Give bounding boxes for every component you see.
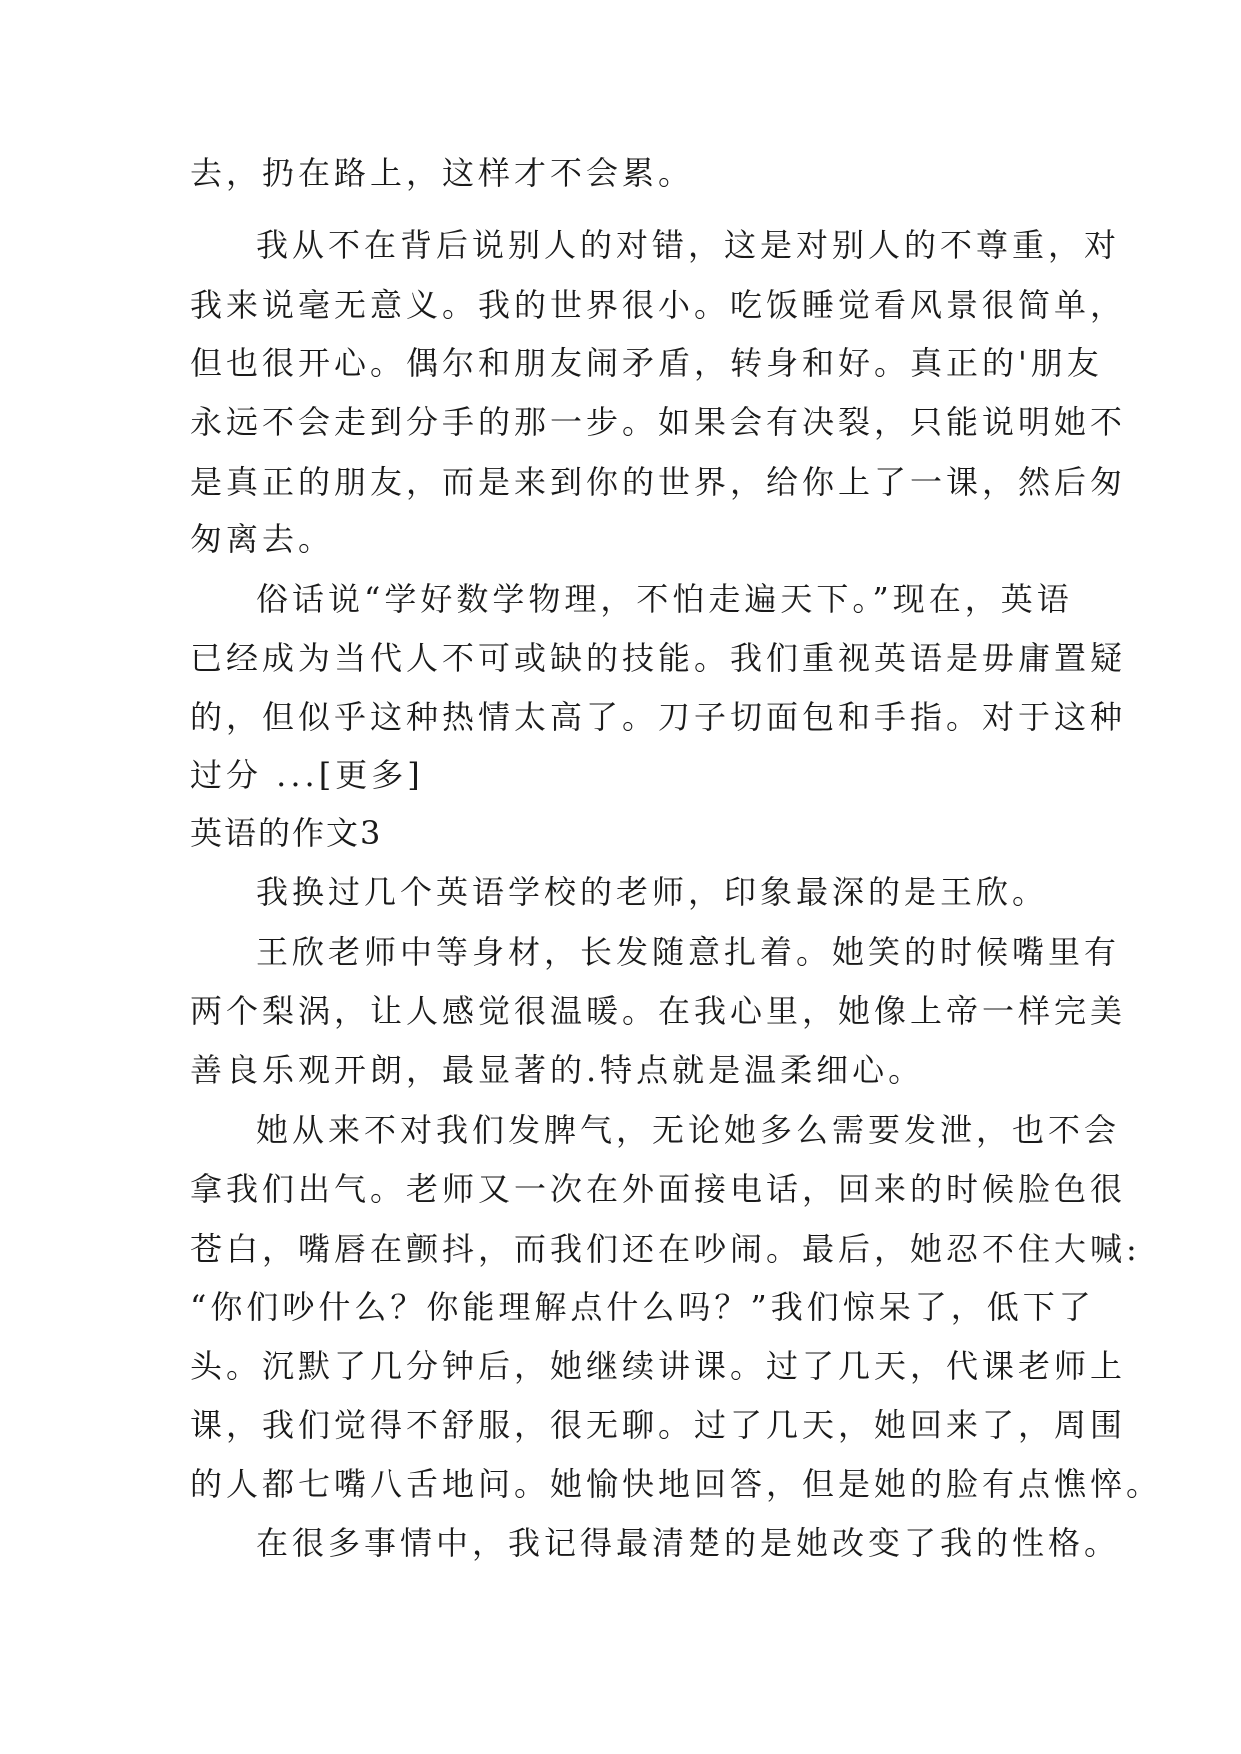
truncated-text: 过分 ... bbox=[190, 756, 319, 794]
paragraph-line: 俗话说“学好数学物理，不怕走遍天下。”现在，英语 bbox=[256, 580, 1073, 618]
paragraph-line: 已经成为当代人不可或缺的技能。我们重视英语是毋庸置疑 bbox=[190, 639, 1127, 677]
truncated-line bbox=[190, 755, 424, 795]
section-heading: 英语的作文3 bbox=[190, 814, 383, 852]
paragraph-line: 永远不会走到分手的那一步。如果会有决裂，只能说明她不 bbox=[190, 403, 1127, 441]
paragraph-line: 善良乐观开朗，最显著的.特点就是温柔细心。 bbox=[190, 1051, 925, 1089]
paragraph-line: 我换过几个英语学校的老师，印象最深的是王欣。 bbox=[256, 873, 1049, 911]
paragraph-line: 苍白，嘴唇在颤抖，而我们还在吵闹。最后，她忍不住大喊: bbox=[190, 1230, 1141, 1268]
paragraph-line: 匆离去。 bbox=[190, 520, 335, 558]
paragraph-line: 去，扔在路上，这样才不会累。 bbox=[190, 154, 695, 192]
paragraph-line: “你们吵什么？你能理解点什么吗？”我们惊呆了，低下了 bbox=[190, 1288, 1095, 1326]
paragraph-line: 我从不在背后说别人的对错，这是对别人的不尊重，对 bbox=[256, 226, 1121, 264]
paragraph-line: 的人都七嘴八舌地问。她愉快地回答，但是她的脸有点憔悴。 bbox=[190, 1465, 1163, 1503]
paragraph-line: 头。沉默了几分钟后，她继续讲课。过了几天，代课老师上 bbox=[190, 1347, 1127, 1385]
paragraph-line: 王欣老师中等身材，长发随意扎着。她笑的时候嘴里有 bbox=[256, 933, 1121, 971]
paragraph-line: 但也很开心。偶尔和朋友闹矛盾，转身和好。真正的'朋友 bbox=[190, 344, 1103, 382]
paragraph-line: 课，我们觉得不舒服，很无聊。过了几天，她回来了，周围 bbox=[190, 1406, 1127, 1444]
paragraph-line: 我来说毫无意义。我的世界很小。吃饭睡觉看风景很简单， bbox=[190, 286, 1127, 324]
more-link[interactable]: [更多] bbox=[318, 756, 424, 794]
paragraph-line: 是真正的朋友，而是来到你的世界，给你上了一课，然后匆 bbox=[190, 463, 1127, 501]
paragraph-line: 拿我们出气。老师又一次在外面接电话，回来的时候脸色很 bbox=[190, 1170, 1127, 1208]
paragraph-line: 两个梨涡，让人感觉很温暖。在我心里，她像上帝一样完美 bbox=[190, 992, 1127, 1030]
paragraph-line: 在很多事情中，我记得最清楚的是她改变了我的性格。 bbox=[256, 1524, 1121, 1562]
paragraph-line: 她从来不对我们发脾气，无论她多么需要发泄，也不会 bbox=[256, 1111, 1121, 1149]
paragraph-line: 的，但似乎这种热情太高了。刀子切面包和手指。对于这种 bbox=[190, 698, 1127, 736]
